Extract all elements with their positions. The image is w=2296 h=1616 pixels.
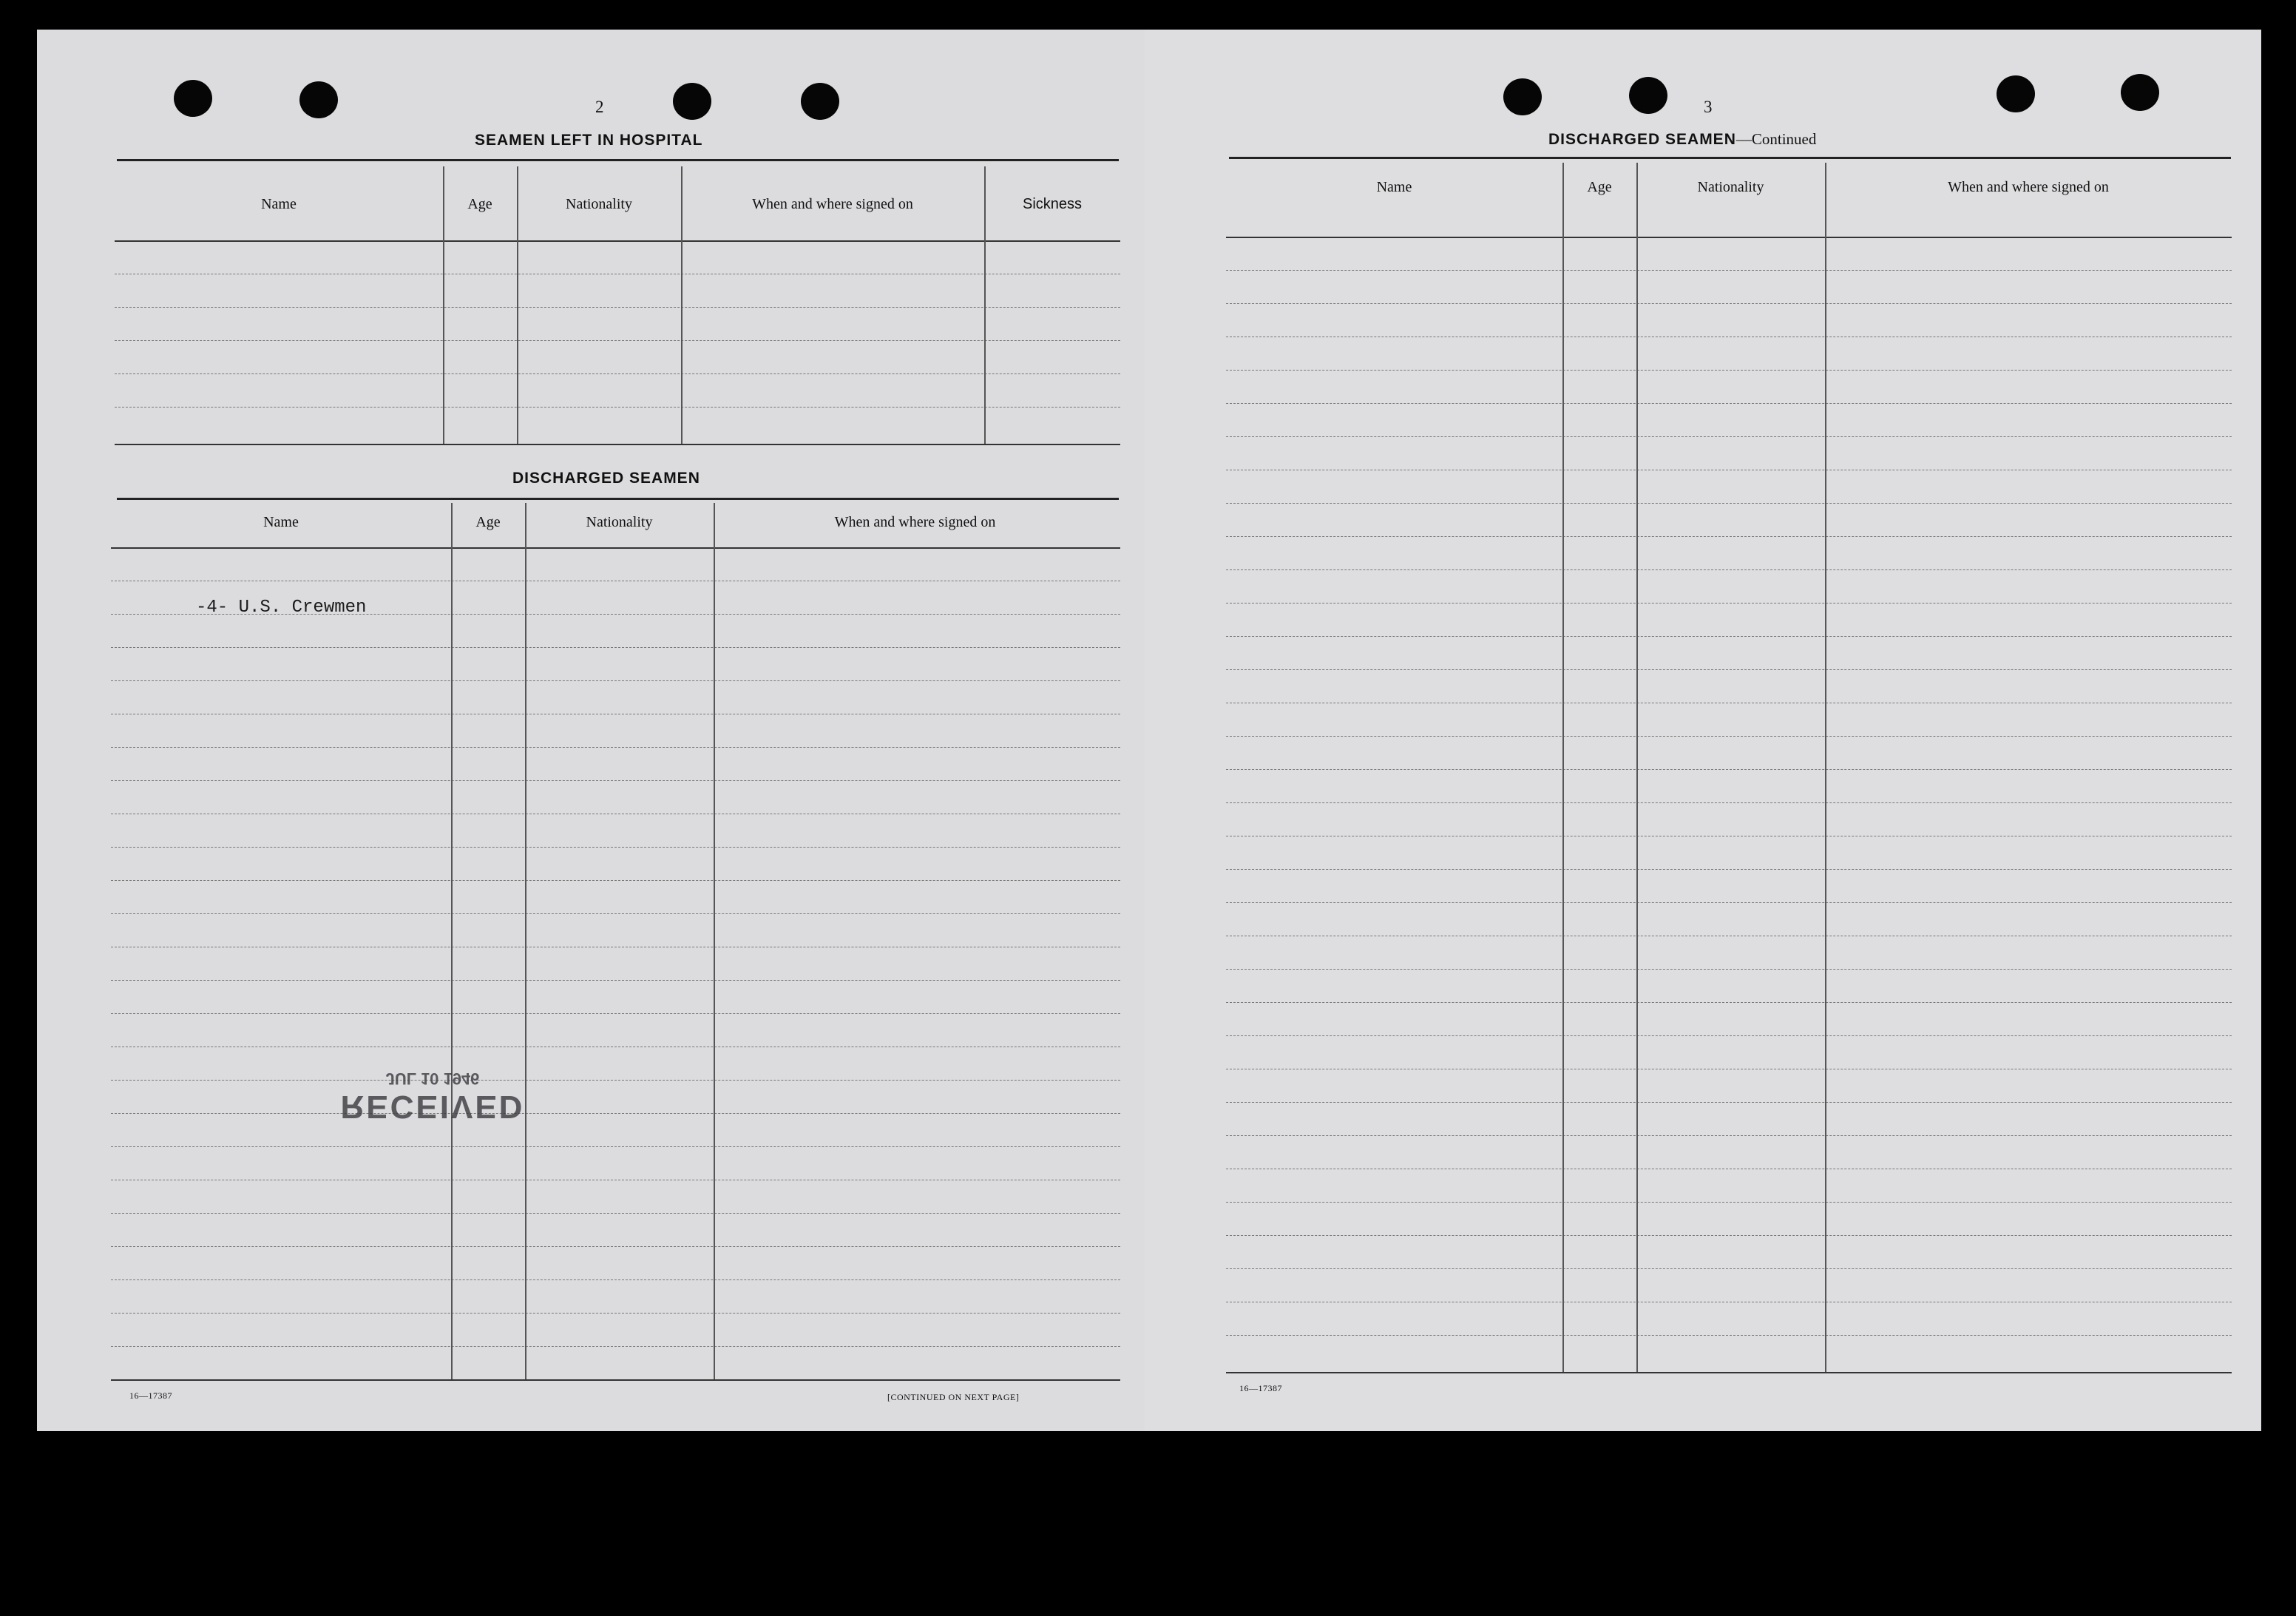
row-line: [1226, 1268, 2232, 1269]
received-stamp: [322, 1069, 543, 1125]
punch-hole: [1503, 78, 1542, 115]
row-line: [1226, 1202, 2232, 1203]
discharged-continued-title: [1548, 130, 1816, 149]
row-line: [111, 847, 1120, 848]
row-line: [1226, 1235, 2232, 1236]
row-line: [115, 307, 1120, 308]
col-divider: [984, 166, 986, 444]
punch-hole: [673, 83, 711, 120]
left-page: [37, 30, 1154, 1431]
header-divider: [115, 240, 1120, 242]
row-line: [1226, 1135, 2232, 1136]
discharged-section-title: DISCHARGED SEAMEN: [512, 470, 700, 487]
row-line: [115, 373, 1120, 374]
row-line: [1226, 603, 2232, 604]
row-line: [111, 647, 1120, 648]
col-header-sickness: Sickness: [1022, 196, 1083, 212]
col-header-name: Name: [261, 196, 297, 212]
row-line: [111, 1279, 1120, 1280]
row-line: [1226, 636, 2232, 637]
row-line: [111, 1346, 1120, 1347]
form-number: 16—17387: [129, 1390, 172, 1401]
row-line: [1226, 869, 2232, 870]
bottom-rule: [111, 1379, 1120, 1381]
discharged-table: [111, 503, 1120, 1387]
col-header-age: Age: [475, 514, 501, 530]
col-divider: [525, 503, 526, 1379]
row-line: [1226, 1102, 2232, 1103]
row-line: [1226, 1335, 2232, 1336]
row-line: [111, 980, 1120, 981]
header-divider: [1226, 237, 2232, 238]
row-line: [1226, 902, 2232, 903]
col-divider: [1825, 163, 1826, 1372]
row-line: [111, 880, 1120, 881]
col-divider: [443, 166, 444, 444]
top-rule: [117, 159, 1119, 161]
row-line: [111, 680, 1120, 681]
hospital-section-title: SEAMEN LEFT IN HOSPITAL: [475, 132, 703, 149]
col-divider: [451, 503, 453, 1379]
row-line: [1226, 736, 2232, 737]
row-line: [111, 1246, 1120, 1247]
row-line: [111, 780, 1120, 781]
col-header-nationality: Nationality: [1697, 179, 1764, 195]
stamp-word: RECEIVED: [340, 1089, 525, 1125]
col-header-nationality: Nationality: [566, 196, 632, 212]
right-page: [1145, 30, 2261, 1431]
col-header-signed-on: When and where signed on: [1948, 179, 2109, 195]
row-line: [115, 407, 1120, 408]
row-line: [111, 1013, 1120, 1014]
row-line: [1226, 403, 2232, 404]
row-line: [1226, 436, 2232, 437]
col-header-age: Age: [467, 196, 492, 212]
page-number: 3: [1704, 98, 1713, 116]
top-rule: [1229, 157, 2231, 159]
col-divider: [1562, 163, 1564, 1372]
row-line: [115, 340, 1120, 341]
hospital-table: [115, 166, 1120, 451]
col-header-name: Name: [1376, 179, 1412, 195]
row-line: [111, 1313, 1120, 1314]
title-suffix: —Continued: [1735, 130, 1817, 148]
bottom-rule: [1226, 1372, 2232, 1373]
col-divider: [1636, 163, 1638, 1372]
punch-hole: [2121, 74, 2159, 111]
row-line: [111, 747, 1120, 748]
row-line: [1226, 569, 2232, 570]
col-header-signed-on: When and where signed on: [752, 196, 913, 212]
col-header-age: Age: [1587, 179, 1612, 195]
row-line: [111, 913, 1120, 914]
row-line: [111, 1146, 1120, 1147]
punch-hole: [1997, 75, 2035, 112]
row-line: [1226, 270, 2232, 271]
row-line: [1226, 1035, 2232, 1036]
punch-hole: [299, 81, 338, 118]
row-line: [1226, 303, 2232, 304]
col-divider: [681, 166, 683, 444]
col-header-signed-on: When and where signed on: [834, 514, 996, 530]
title-main: DISCHARGED SEAMEN: [1548, 131, 1736, 148]
page-number: 2: [595, 98, 604, 116]
row-line: [1226, 503, 2232, 504]
col-header-name: Name: [263, 514, 299, 530]
continued-note: [CONTINUED ON NEXT PAGE]: [887, 1392, 1020, 1402]
form-number: 16—17387: [1239, 1383, 1282, 1393]
discharged-continued-table: [1226, 163, 2232, 1387]
typed-entry: -4- U.S. Crewmen: [196, 598, 367, 618]
punch-hole: [801, 83, 839, 120]
row-line: [1226, 969, 2232, 970]
punch-hole: [174, 80, 212, 117]
col-header-nationality: Nationality: [586, 514, 653, 530]
header-divider: [111, 547, 1120, 549]
row-line: [111, 1213, 1120, 1214]
row-line: [1226, 370, 2232, 371]
punch-hole: [1629, 77, 1667, 114]
row-line: [1226, 669, 2232, 670]
bottom-rule: [115, 444, 1120, 445]
row-line: [1226, 1002, 2232, 1003]
col-divider: [714, 503, 715, 1379]
row-line: [111, 1080, 1120, 1081]
section-rule: [117, 498, 1119, 500]
row-line: [1226, 536, 2232, 537]
stamp-date: JUL 10 1946: [385, 1069, 480, 1088]
row-line: [111, 1113, 1120, 1114]
col-divider: [517, 166, 518, 444]
row-line: [1226, 769, 2232, 770]
row-line: [1226, 802, 2232, 803]
